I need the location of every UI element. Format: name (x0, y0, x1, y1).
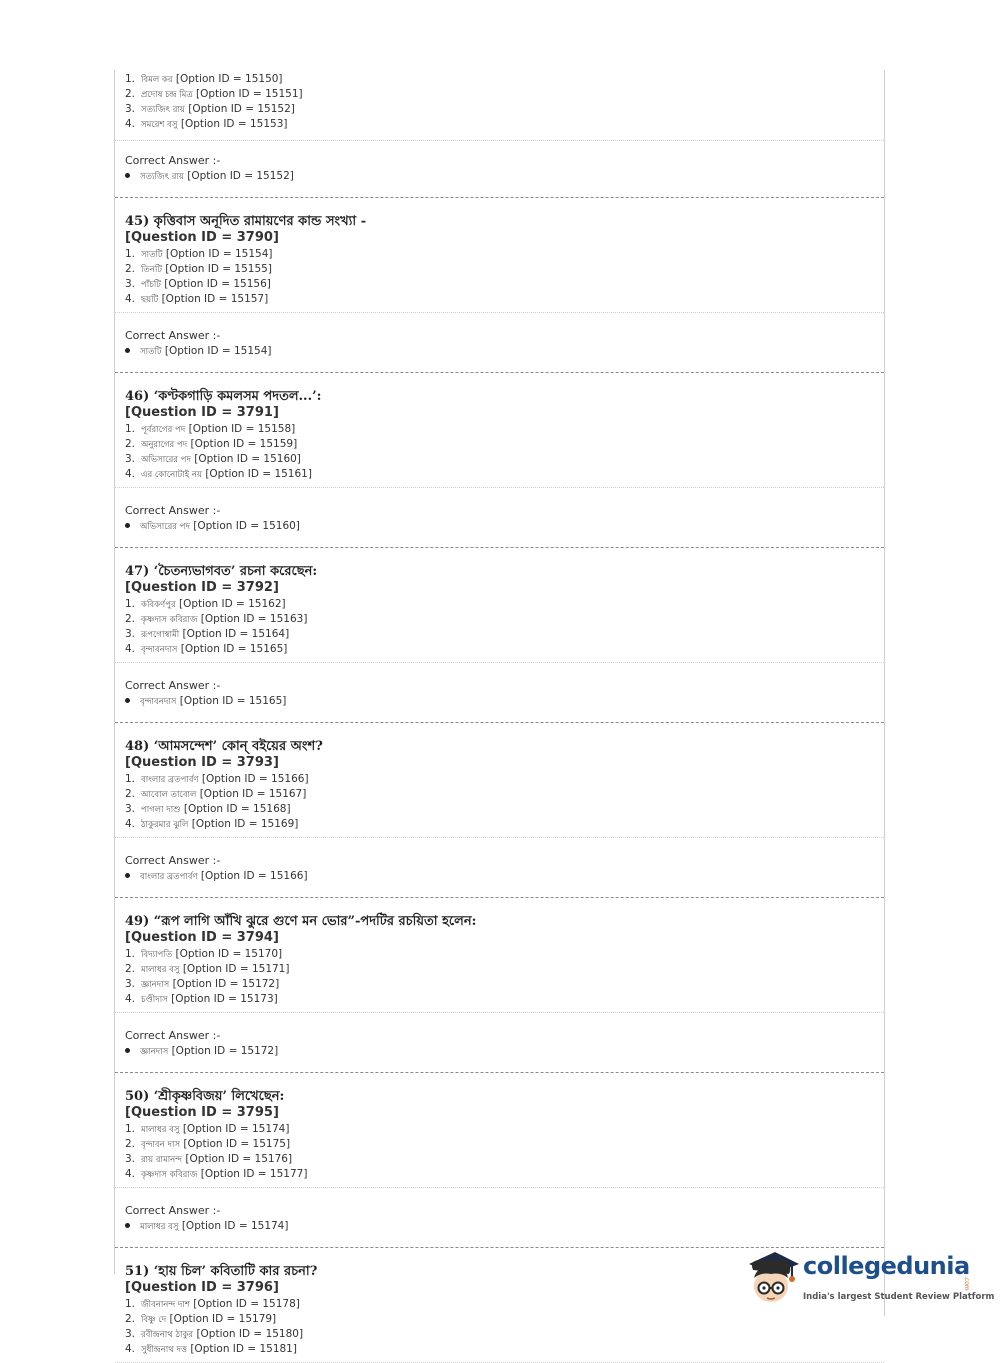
question-id: [Question ID = 3794] (125, 930, 279, 945)
question-title: 51) ‘হায় চিল’ কবিতাটি কার রচনা? (125, 1264, 318, 1279)
bullet-icon (125, 1048, 130, 1053)
question-title: 46) ‘কণ্টকগাড়ি কমলসম পদতল...’: (125, 389, 322, 404)
correct-answer: অভিসারের পদ [Option ID = 15160] (125, 519, 884, 534)
correct-answer-label: Correct Answer :- (125, 329, 221, 342)
question-id: [Question ID = 3792] (125, 580, 279, 595)
option-item: 4. ঠাকুরমার ঝুলি [Option ID = 15169] (125, 818, 299, 830)
correct-answer: জ্ঞানদাস [Option ID = 15172] (125, 1044, 884, 1059)
logo-wordmark: collegedunia (803, 1252, 970, 1280)
bullet-icon (125, 173, 130, 178)
option-item: 1. কবিকর্ণপুর [Option ID = 15162] (125, 598, 286, 610)
question-list (115, 70, 884, 1357)
option-item: 2. আবোল তাবোল [Option ID = 15167] (125, 788, 307, 800)
option-item: 1. সাতটি [Option ID = 15154] (125, 248, 273, 260)
question-block-50 (115, 1073, 884, 1234)
correct-answer: বৃন্দাবনদাস [Option ID = 15165] (125, 694, 884, 709)
question-block-45 (115, 198, 884, 359)
question-block-49 (115, 898, 884, 1059)
correct-answer-label: Correct Answer :- (125, 1204, 221, 1217)
option-item: 1. পূর্বরাগের পদ [Option ID = 15158] (125, 423, 296, 435)
question-title: 48) ‘আমসন্দেশ’ কোন্ বইয়ের অংশ? (125, 739, 323, 754)
option-item: 4. সুধীন্দ্রনাথ দত্ত [Option ID = 15181] (125, 1343, 297, 1355)
option-item: 3. পাগলা দাশু [Option ID = 15168] (125, 803, 291, 815)
option-item: 4. ছয়টি [Option ID = 15157] (125, 293, 269, 305)
bullet-icon (125, 873, 130, 878)
option-item: 2. প্রদোষ চন্দ্র মিত্র [Option ID = 15151] (125, 88, 303, 100)
option-item: 4. কৃষ্ণদাস কবিরাজ [Option ID = 15177] (125, 1168, 308, 1180)
question-title: 49) “রূপ লাগি আঁখি ঝুরে গুণে মন ভোর”-পদটির রচয়িতা হলেন: (125, 914, 477, 929)
divider (115, 1187, 884, 1188)
option-item: 3. জ্ঞানদাস [Option ID = 15172] (125, 978, 280, 990)
divider (115, 487, 884, 488)
correct-answer-label: Correct Answer :- (125, 154, 221, 167)
question-id: [Question ID = 3790] (125, 230, 279, 245)
bullet-icon (125, 348, 130, 353)
question-title: 47) ‘চৈতন্যভাগবত’ রচনা করেছেন: (125, 564, 318, 579)
question-block-44 (115, 70, 884, 184)
divider (115, 837, 884, 838)
option-item: 3. অভিসারের পদ [Option ID = 15160] (125, 453, 301, 465)
question-id: [Question ID = 3795] (125, 1105, 279, 1120)
question-title: 45) কৃত্তিবাস অনূদিত রামায়ণের কান্ড সংখ্যা - (125, 214, 367, 229)
bullet-icon (125, 523, 130, 528)
bullet-icon (125, 698, 130, 703)
option-item: 2. বিষ্ণু দে [Option ID = 15179] (125, 1313, 277, 1325)
correct-answer-label: Correct Answer :- (125, 504, 221, 517)
correct-answer: সাতটি [Option ID = 15154] (125, 344, 884, 359)
option-item: 3. পাঁচটি [Option ID = 15156] (125, 278, 271, 290)
option-item: 3. রূপগোস্বামী [Option ID = 15164] (125, 628, 290, 640)
correct-answer: বাংলার ব্রতপার্বণ [Option ID = 15166] (125, 869, 884, 884)
option-item: 4. চণ্ডীদাস [Option ID = 15173] (125, 993, 278, 1005)
question-block-46 (115, 373, 884, 534)
option-item: 3. রায় রামানন্দ [Option ID = 15176] (125, 1153, 293, 1165)
option-item: 4. এর কোনোটাই নয় [Option ID = 15161] (125, 468, 312, 480)
option-item: 1. বিমল কর [Option ID = 15150] (125, 73, 283, 85)
option-item: 3. রবীন্দ্রনাথ ঠাকুর [Option ID = 15180] (125, 1328, 304, 1340)
option-item: 2. মালাধর বসু [Option ID = 15171] (125, 963, 290, 975)
correct-answer: মালাধর বসু [Option ID = 15174] (125, 1219, 884, 1234)
question-id: [Question ID = 3791] (125, 405, 279, 420)
option-item: 2. বৃন্দাবন দাস [Option ID = 15175] (125, 1138, 291, 1150)
divider (115, 312, 884, 313)
logo-tagline: India's largest Student Review Platform (803, 1292, 995, 1302)
option-item: 3. সত্যজিৎ রায় [Option ID = 15152] (125, 103, 295, 115)
divider (115, 662, 884, 663)
question-block-47 (115, 548, 884, 709)
divider (115, 1012, 884, 1013)
option-item: 1. মালাধর বসু [Option ID = 15174] (125, 1123, 290, 1135)
bullet-icon (125, 1223, 130, 1228)
collegedunia-logo (741, 1248, 995, 1310)
divider (115, 140, 884, 141)
question-id: [Question ID = 3796] (125, 1280, 279, 1295)
mascot-icon (741, 1248, 803, 1310)
option-item: 2. অনুরাগের পদ [Option ID = 15159] (125, 438, 298, 450)
option-item: 2. কৃষ্ণদাস কবিরাজ [Option ID = 15163] (125, 613, 308, 625)
right-border (884, 70, 885, 1316)
option-item: 2. তিনটি [Option ID = 15155] (125, 263, 272, 275)
correct-answer-label: Correct Answer :- (125, 1029, 221, 1042)
option-item: 1. বিদ্যাপতি [Option ID = 15170] (125, 948, 283, 960)
logo-suffix: .com (963, 1276, 970, 1291)
question-id: [Question ID = 3793] (125, 755, 279, 770)
option-item: 1. বাংলার ব্রতপার্বণ [Option ID = 15166] (125, 773, 309, 785)
question-title: 50) ‘শ্রীকৃষ্ণবিজয়’ লিখেছেন: (125, 1089, 285, 1104)
correct-answer-label: Correct Answer :- (125, 854, 221, 867)
option-item: 1. জীবনানন্দ দাশ [Option ID = 15178] (125, 1298, 300, 1310)
correct-answer-label: Correct Answer :- (125, 679, 221, 692)
option-item: 4. বৃন্দাবনদাস [Option ID = 15165] (125, 643, 288, 655)
question-block-48 (115, 723, 884, 884)
correct-answer: সত্যজিৎ রায় [Option ID = 15152] (125, 169, 884, 184)
option-item: 4. সমরেশ বসু [Option ID = 15153] (125, 118, 288, 130)
